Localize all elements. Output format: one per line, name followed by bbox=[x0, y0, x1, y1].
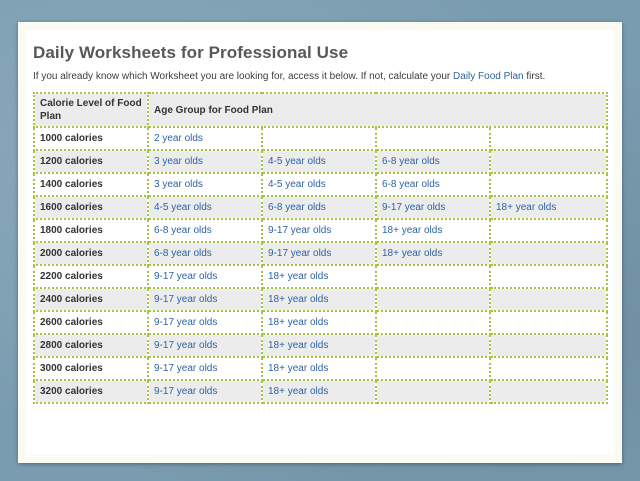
empty-cell bbox=[376, 334, 490, 357]
age-group-link[interactable]: 6-8 year olds bbox=[262, 196, 376, 219]
table-row bbox=[34, 242, 607, 265]
calorie-level-cell: 1200 calories bbox=[34, 150, 148, 173]
age-group-link[interactable]: 18+ year olds bbox=[262, 334, 376, 357]
age-group-link[interactable]: 18+ year olds bbox=[262, 380, 376, 403]
age-group-link[interactable]: 18+ year olds bbox=[262, 265, 376, 288]
table-row bbox=[34, 288, 607, 311]
age-group-link[interactable]: 9-17 year olds bbox=[148, 334, 262, 357]
worksheet-card bbox=[26, 30, 614, 455]
age-group-link[interactable]: 4-5 year olds bbox=[148, 196, 262, 219]
age-group-link[interactable]: 4-5 year olds bbox=[262, 173, 376, 196]
age-group-link[interactable]: 9-17 year olds bbox=[148, 265, 262, 288]
age-group-link[interactable]: 9-17 year olds bbox=[148, 357, 262, 380]
table-row bbox=[34, 357, 607, 380]
age-group-link[interactable]: 18+ year olds bbox=[376, 219, 490, 242]
age-group-link[interactable]: 3 year olds bbox=[148, 173, 262, 196]
table-row bbox=[34, 127, 607, 150]
table-row bbox=[34, 219, 607, 242]
empty-cell bbox=[490, 265, 607, 288]
age-group-link[interactable]: 9-17 year olds bbox=[376, 196, 490, 219]
empty-cell bbox=[490, 150, 607, 173]
empty-cell bbox=[490, 127, 607, 150]
empty-cell bbox=[376, 288, 490, 311]
table-body bbox=[34, 127, 607, 403]
age-group-link[interactable]: 6-8 year olds bbox=[376, 173, 490, 196]
header-calorie-level: Calorie Level of Food Plan bbox=[34, 93, 148, 127]
empty-cell bbox=[490, 380, 607, 403]
age-group-link[interactable]: 9-17 year olds bbox=[148, 288, 262, 311]
table-row bbox=[34, 173, 607, 196]
age-group-link[interactable]: 9-17 year olds bbox=[148, 380, 262, 403]
age-group-link[interactable]: 4-5 year olds bbox=[262, 150, 376, 173]
page-title: Daily Worksheets for Professional Use bbox=[33, 43, 349, 62]
age-group-link[interactable]: 3 year olds bbox=[148, 150, 262, 173]
age-group-link[interactable]: 18+ year olds bbox=[490, 196, 607, 219]
age-group-link[interactable]: 18+ year olds bbox=[262, 288, 376, 311]
calorie-level-cell: 1600 calories bbox=[34, 196, 148, 219]
empty-cell bbox=[262, 127, 376, 150]
age-group-link[interactable]: 18+ year olds bbox=[262, 311, 376, 334]
table-header-row bbox=[34, 93, 607, 127]
calorie-level-cell: 1400 calories bbox=[34, 173, 148, 196]
calorie-level-cell: 2000 calories bbox=[34, 242, 148, 265]
table-row bbox=[34, 380, 607, 403]
worksheet-table bbox=[33, 92, 608, 404]
calorie-level-cell: 2200 calories bbox=[34, 265, 148, 288]
empty-cell bbox=[490, 288, 607, 311]
age-group-link[interactable]: 9-17 year olds bbox=[262, 219, 376, 242]
empty-cell bbox=[490, 311, 607, 334]
calorie-level-cell: 1800 calories bbox=[34, 219, 148, 242]
table-row bbox=[34, 265, 607, 288]
empty-cell bbox=[376, 357, 490, 380]
header-age-group: Age Group for Food Plan bbox=[148, 93, 607, 127]
table-row bbox=[34, 196, 607, 219]
calorie-level-cell: 2600 calories bbox=[34, 311, 148, 334]
intro-text-after: first. bbox=[523, 71, 546, 82]
age-group-link[interactable]: 6-8 year olds bbox=[148, 219, 262, 242]
table-row bbox=[34, 334, 607, 357]
age-group-link[interactable]: 9-17 year olds bbox=[148, 311, 262, 334]
empty-cell bbox=[376, 127, 490, 150]
empty-cell bbox=[490, 219, 607, 242]
intro-text-before: If you already know which Worksheet you are looking for, access it below. If not, calculate your bbox=[33, 71, 454, 82]
age-group-link[interactable]: 6-8 year olds bbox=[376, 150, 490, 173]
empty-cell bbox=[376, 265, 490, 288]
empty-cell bbox=[490, 357, 607, 380]
photo-frame bbox=[18, 22, 622, 463]
calorie-level-cell: 3000 calories bbox=[34, 357, 148, 380]
age-group-link[interactable]: 6-8 year olds bbox=[148, 242, 262, 265]
calorie-level-cell: 3200 calories bbox=[34, 380, 148, 403]
age-group-link[interactable]: 18+ year olds bbox=[262, 357, 376, 380]
table-row bbox=[34, 311, 607, 334]
intro-text bbox=[33, 71, 545, 82]
calorie-level-cell: 2400 calories bbox=[34, 288, 148, 311]
empty-cell bbox=[490, 242, 607, 265]
table-row bbox=[34, 150, 607, 173]
daily-food-plan-link[interactable]: Daily Food Plan bbox=[453, 71, 524, 82]
age-group-link[interactable]: 18+ year olds bbox=[376, 242, 490, 265]
empty-cell bbox=[490, 173, 607, 196]
empty-cell bbox=[490, 334, 607, 357]
calorie-level-cell: 2800 calories bbox=[34, 334, 148, 357]
calorie-level-cell: 1000 calories bbox=[34, 127, 148, 150]
age-group-link[interactable]: 2 year olds bbox=[148, 127, 262, 150]
empty-cell bbox=[376, 380, 490, 403]
age-group-link[interactable]: 9-17 year olds bbox=[262, 242, 376, 265]
empty-cell bbox=[376, 311, 490, 334]
